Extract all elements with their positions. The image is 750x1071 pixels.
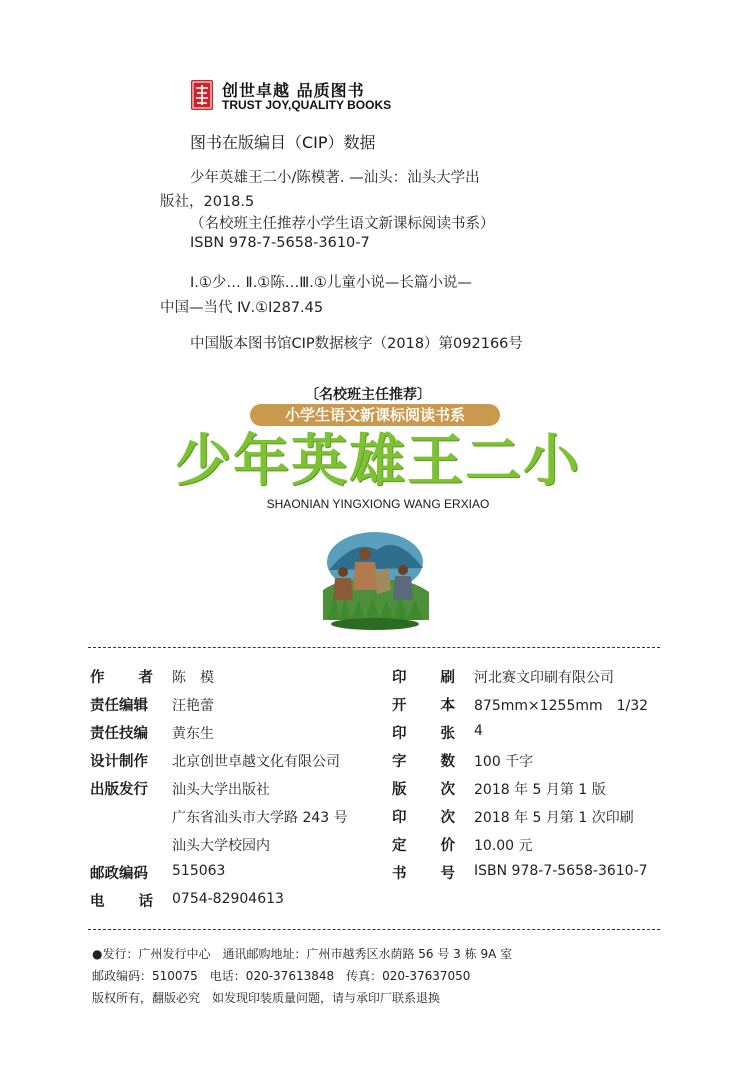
footer-distribution: ●发行：广州发行中心 通讯邮购地址：广州市越秀区水荫路 56 号 3 栋 9A 室	[92, 947, 513, 961]
value-word-count: 100 千字	[474, 754, 534, 770]
value-postcode: 515063	[172, 863, 226, 879]
label-author: 作 者	[90, 670, 153, 686]
series-tag: 小学生语文新课标阅读书系	[250, 404, 500, 426]
cip-line: ISBN 978-7-5658-3610-7	[190, 235, 370, 251]
label-word-count: 字 数	[392, 754, 455, 770]
label-printer: 印 刷	[392, 670, 455, 686]
label-price: 定 价	[392, 838, 455, 854]
label-format: 开 本	[392, 698, 455, 714]
value-author: 陈 模	[172, 670, 214, 686]
value-isbn: ISBN 978-7-5658-3610-7	[474, 863, 648, 879]
label-isbn: 书 号	[392, 866, 455, 882]
value-address-1: 广东省汕头市大学路 243 号	[172, 810, 348, 826]
dashed-divider	[88, 929, 660, 930]
label-editor: 责任编辑	[90, 698, 148, 714]
value-printing: 2018 年 5 月第 1 次印刷	[474, 810, 634, 826]
value-printer: 河北赛文印刷有限公司	[474, 670, 614, 686]
publisher-seal-logo	[191, 80, 213, 110]
value-publisher: 汕头大学出版社	[172, 782, 270, 798]
value-tech-editor: 黄东生	[172, 726, 214, 742]
book-title: 少年英雄王二小	[175, 429, 581, 494]
value-edition: 2018 年 5 月第 1 版	[474, 782, 606, 798]
cip-line: 少年英雄王二小/陈模著. —汕头：汕头大学出	[190, 170, 480, 186]
value-price: 10.00 元	[474, 838, 533, 854]
publisher-logo-en: TRUST JOY,QUALITY BOOKS	[222, 98, 392, 112]
label-edition: 版 次	[392, 782, 455, 798]
cip-line: （名校班主任推荐小学生语文新课标阅读书系）	[190, 216, 495, 232]
footer-contact: 邮政编码：510075 电话：020-37613848 传真：020-37637050	[92, 969, 471, 983]
value-address-2: 汕头大学校园内	[172, 838, 270, 854]
cip-title: 图书在版编目（CIP）数据	[190, 133, 376, 152]
cip-line: 中国版本图书馆CIP数据核字（2018）第092166号	[190, 336, 523, 352]
dashed-divider	[88, 647, 660, 648]
label-printing: 印 次	[392, 810, 455, 826]
footer-copyright: 版权所有，翻版必究 如发现印装质量问题，请与承印厂联系退换	[92, 991, 441, 1005]
cip-line: 中国—当代 Ⅳ.①I287.45	[160, 300, 324, 316]
value-design: 北京创世卓越文化有限公司	[172, 754, 340, 770]
value-format: 875mm×1255mm 1/32	[474, 698, 649, 714]
book-title-pinyin: SHAONIAN YINGXIONG WANG ERXIAO	[266, 497, 490, 511]
label-design: 设计制作	[90, 754, 148, 770]
label-postcode: 邮政编码	[90, 866, 148, 882]
cip-line: Ⅰ.①少… Ⅱ.①陈…Ⅲ.①儿童小说—长篇小说—	[190, 275, 472, 291]
label-tech-editor: 责任技编	[90, 726, 148, 742]
value-sheets: 4	[474, 723, 483, 739]
cover-illustration	[315, 520, 435, 636]
publisher-logo-cn: 创世卓越 品质图书	[222, 81, 365, 100]
label-publisher: 出版发行	[90, 782, 148, 798]
label-sheets: 印 张	[392, 726, 455, 742]
value-phone: 0754-82904613	[172, 891, 284, 907]
value-editor: 汪艳蕾	[172, 698, 214, 714]
label-phone: 电 话	[90, 894, 153, 910]
cip-line: 版社，2018.5	[160, 194, 255, 210]
recommend-tag: 〔名校班主任推荐〕	[305, 387, 431, 403]
